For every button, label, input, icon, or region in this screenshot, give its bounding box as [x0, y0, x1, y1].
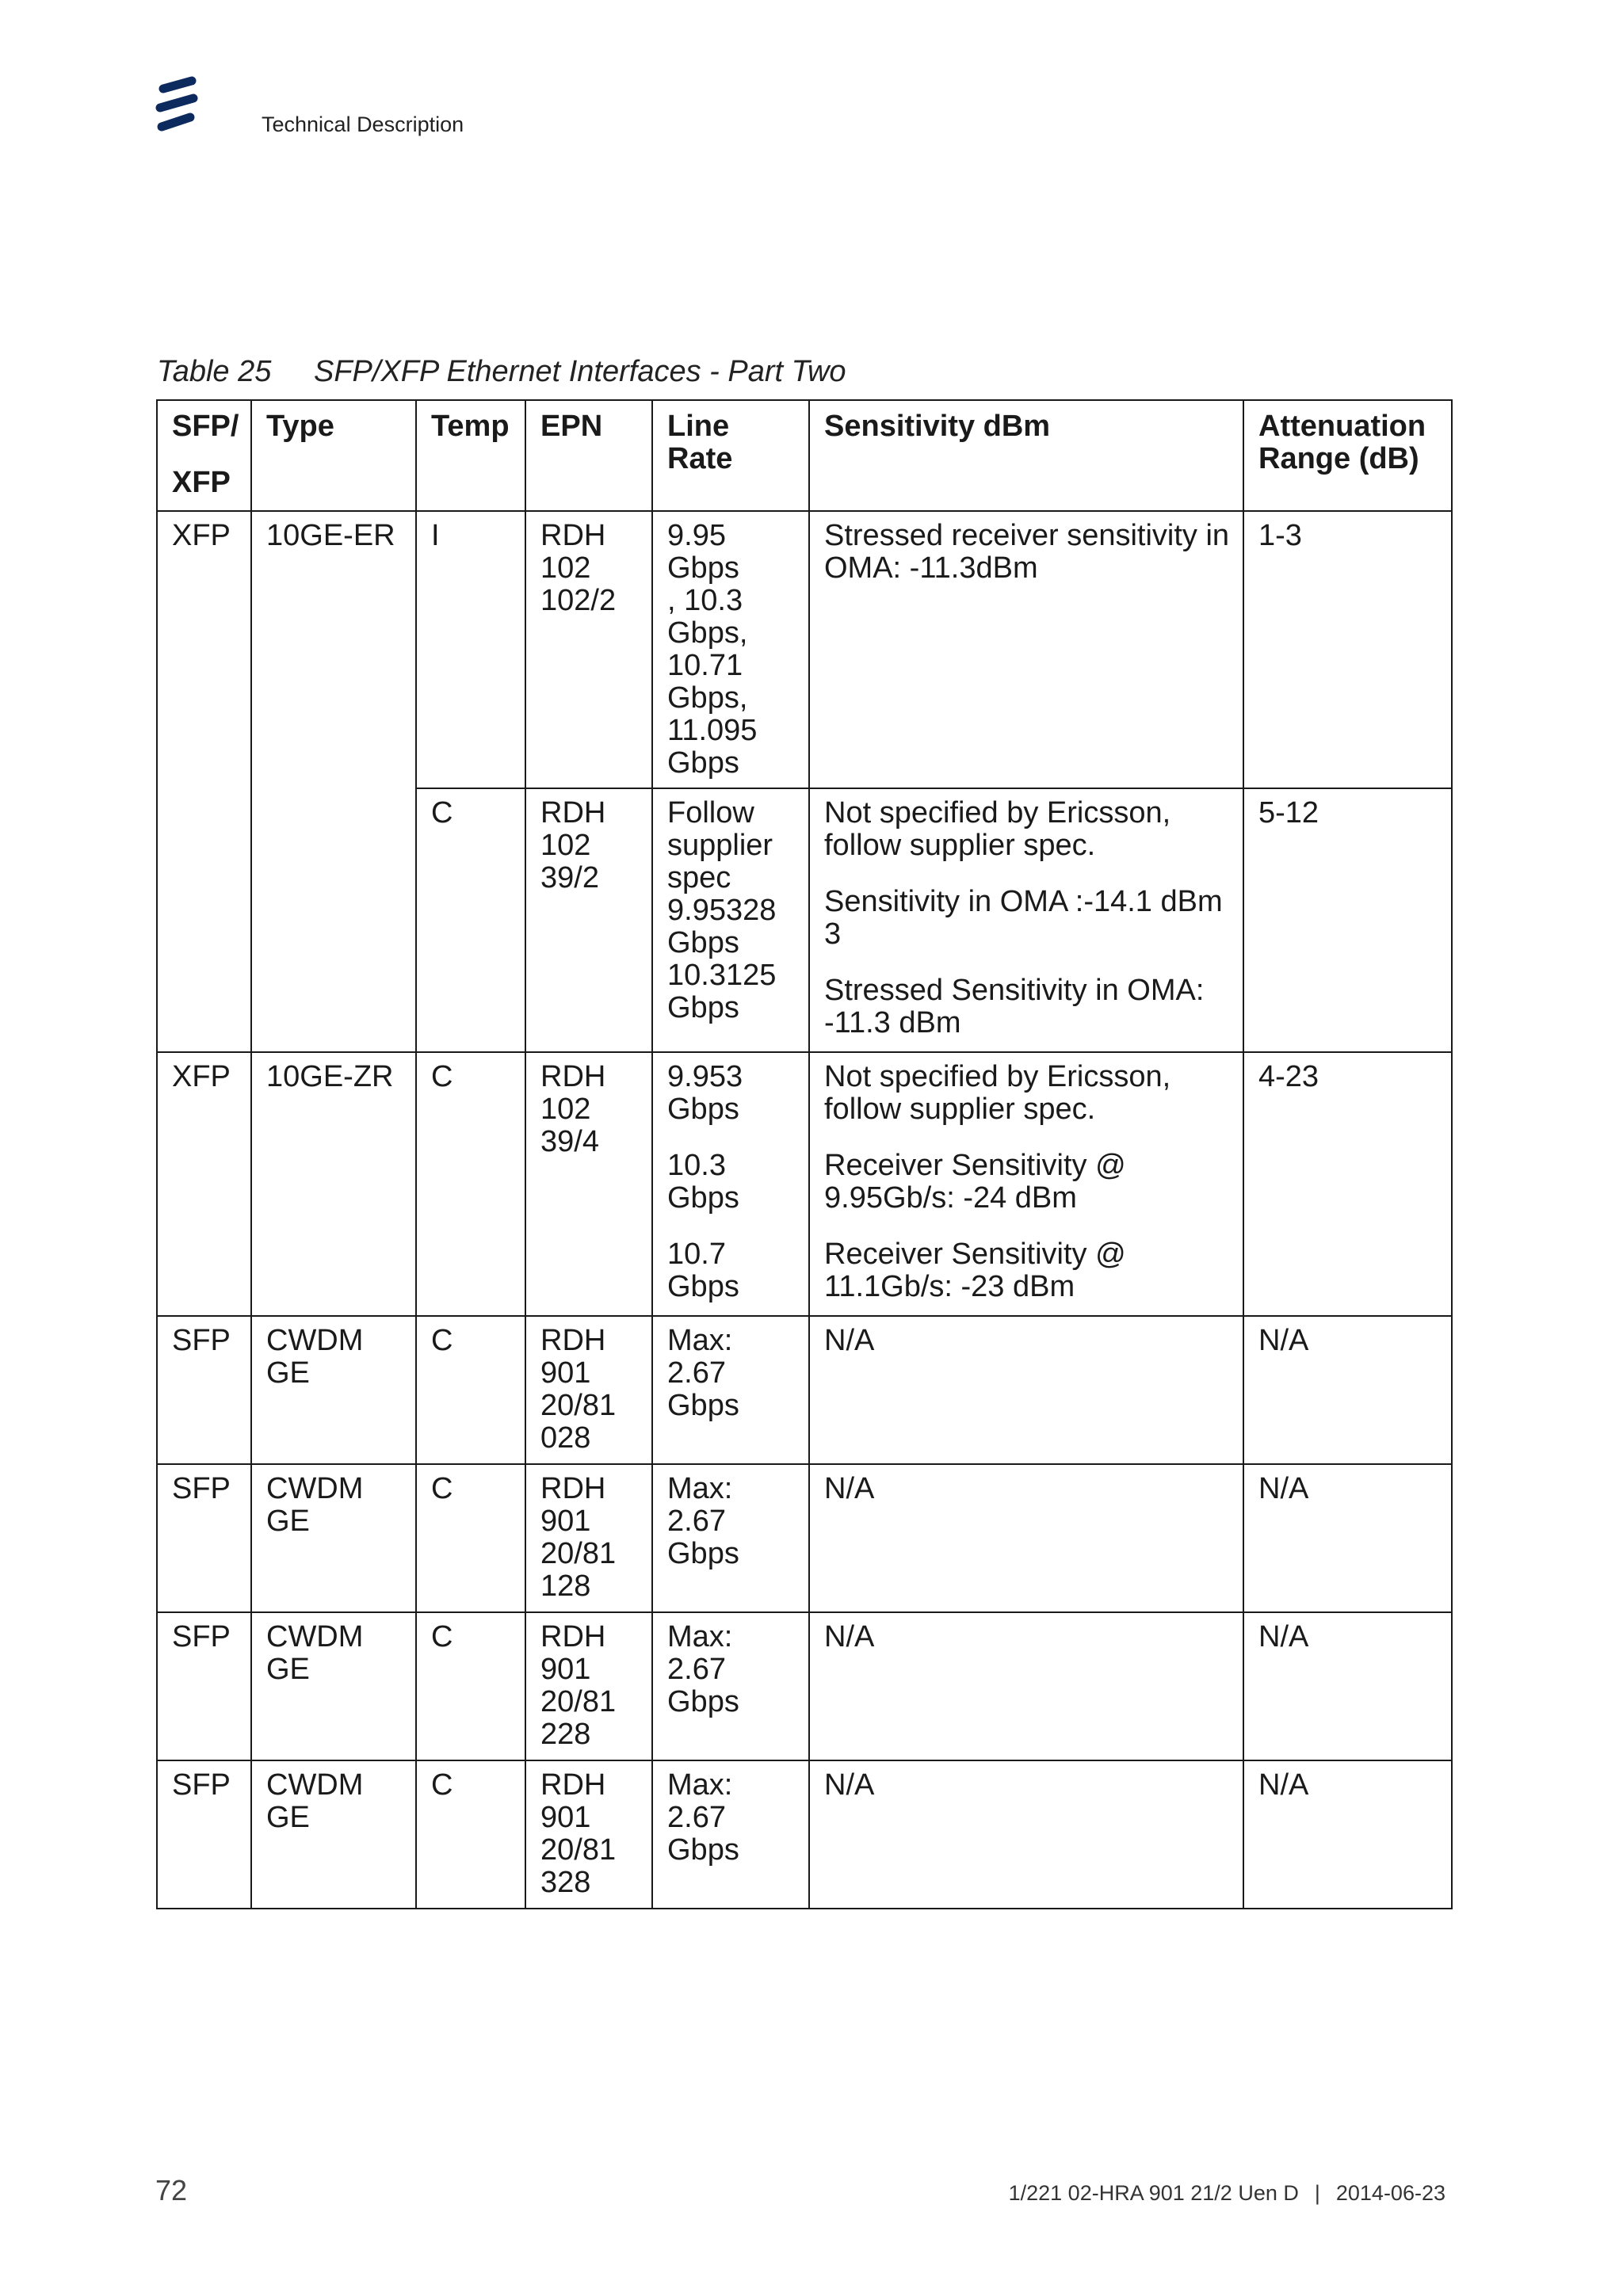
cell-line: spec: [667, 861, 731, 894]
cell-line: Sensitivity in OMA :-14.1 dBm: [824, 885, 1223, 918]
cell-line: Gbps,: [667, 681, 748, 715]
ericsson-logo-icon: [152, 76, 201, 135]
cell-line: Gbps: [667, 1685, 739, 1718]
cell-line: Stressed Sensitivity in OMA:: [824, 974, 1205, 1007]
cell-line: 39/2: [540, 861, 599, 894]
cell-line: CWDM: [266, 1324, 364, 1357]
cell-type: [251, 1612, 416, 1760]
cell-line-rate: [652, 788, 809, 1052]
cell-line: Not specified by Ericsson,: [824, 796, 1171, 830]
cell-epn: [525, 1052, 652, 1316]
table-row: [157, 511, 1452, 788]
table-row: [157, 1316, 1452, 1464]
cell-line: 128: [540, 1569, 591, 1603]
cell-sfp: SFP: [157, 1316, 251, 1464]
header-sfp-xfp-line: SFP/: [172, 410, 239, 443]
cell-sfp: XFP: [157, 1052, 251, 1316]
table-row: [157, 1464, 1452, 1612]
cell-line: GE: [266, 1356, 310, 1390]
cell-line: 9.953: [667, 1060, 743, 1093]
cell-line: RDH: [540, 1620, 606, 1653]
cell-paragraph: [667, 1061, 796, 1126]
cell-line: 028: [540, 1421, 591, 1455]
cell-line: Not specified by Ericsson,: [824, 1060, 1171, 1093]
cell-paragraph: [824, 1150, 1230, 1215]
cell-line-rate: [652, 1464, 809, 1612]
cell-sfp: SFP: [157, 1612, 251, 1760]
cell-sfp: XFP: [157, 511, 251, 1052]
cell-line: Gbps: [667, 1181, 739, 1215]
table-caption-title: SFP/XFP Ethernet Interfaces - Part Two: [314, 355, 846, 388]
table-row: [157, 1052, 1452, 1316]
cell-temp: C: [416, 1612, 525, 1760]
cell-line: CWDM: [266, 1472, 364, 1505]
cell-line: GE: [266, 1653, 310, 1686]
cell-sensitivity: [809, 1052, 1243, 1316]
cell-line: 10.71: [667, 649, 743, 682]
cell-line: 901: [540, 1653, 591, 1686]
cell-line: 20/81: [540, 1685, 617, 1718]
cell-line: 11.1Gb/s: -23 dBm: [824, 1270, 1075, 1303]
cell-sensitivity: N/A: [809, 1760, 1243, 1909]
cell-line: Gbps: [667, 1833, 739, 1867]
cell-line: 20/81: [540, 1833, 617, 1867]
cell-line: 901: [540, 1356, 591, 1390]
cell-type: 10GE-ZR: [251, 1052, 416, 1316]
cell-line: RDH: [540, 796, 606, 830]
table-caption-number: Table 25: [157, 355, 272, 388]
cell-line: CWDM: [266, 1768, 364, 1802]
cell-line: 9.95: [667, 519, 726, 552]
cell-line: GE: [266, 1505, 310, 1538]
cell-line-rate: [652, 511, 809, 788]
footer-doc-ref: [1009, 2181, 1445, 2206]
cell-attenuation: 4-23: [1243, 1052, 1452, 1316]
header-line-rate-line: Line: [667, 410, 730, 443]
cell-line: 10.3: [667, 1149, 726, 1182]
cell-temp: C: [416, 1760, 525, 1909]
cell-attenuation: 5-12: [1243, 788, 1452, 1052]
cell-epn: [525, 788, 652, 1052]
footer-doc-id: 1/221 02-HRA 901 21/2 Uen D: [1008, 2181, 1299, 2205]
cell-line: , 10.3: [667, 584, 743, 617]
cell-line: 2.67: [667, 1356, 726, 1390]
cell-line: CWDM: [266, 1620, 364, 1653]
cell-type: [251, 1464, 416, 1612]
cell-attenuation: 1-3: [1243, 511, 1452, 788]
cell-sfp: SFP: [157, 1464, 251, 1612]
cell-line: RDH: [540, 1472, 606, 1505]
cell-line: 102: [540, 1093, 591, 1126]
cell-line: Gbps: [667, 1389, 739, 1422]
cell-sensitivity: N/A: [809, 1612, 1243, 1760]
cell-temp: C: [416, 1464, 525, 1612]
header-sensitivity: Sensitivity dBm: [809, 400, 1243, 511]
cell-line: 11.095: [667, 714, 758, 747]
header-attenuation-line: Attenuation: [1258, 410, 1426, 443]
cell-line: 2.67: [667, 1505, 726, 1538]
cell-line: OMA: -11.3dBm: [824, 551, 1038, 585]
cell-line: 2.67: [667, 1801, 726, 1834]
cell-line: 10.3125: [667, 959, 777, 992]
cell-line: Gbps: [667, 551, 739, 585]
cell-line: Max:: [667, 1768, 733, 1802]
header-temp: Temp: [416, 400, 525, 511]
cell-line: Gbps: [667, 1093, 739, 1126]
cell-epn: [525, 511, 652, 788]
cell-sensitivity: [809, 511, 1243, 788]
cell-line: RDH: [540, 1768, 606, 1802]
cell-line: Receiver Sensitivity @: [824, 1238, 1126, 1271]
table-caption: [157, 355, 846, 389]
cell-paragraph: [667, 1150, 796, 1215]
header-attenuation-line: Range (dB): [1258, 442, 1419, 475]
cell-line: follow supplier spec.: [824, 1093, 1096, 1126]
cell-temp: C: [416, 788, 525, 1052]
cell-paragraph: [824, 974, 1230, 1039]
cell-sensitivity: N/A: [809, 1316, 1243, 1464]
cell-line: 9.95328: [667, 894, 777, 927]
cell-attenuation: N/A: [1243, 1316, 1452, 1464]
cell-epn: [525, 1464, 652, 1612]
footer-date: 2014-06-23: [1335, 2181, 1445, 2205]
cell-paragraph: [667, 1238, 796, 1303]
cell-line: 10.7: [667, 1238, 726, 1271]
cell-paragraph: [824, 1238, 1230, 1303]
cell-type: [251, 1760, 416, 1909]
table-row: [157, 1612, 1452, 1760]
cell-line: follow supplier spec.: [824, 829, 1096, 862]
cell-line: RDH: [540, 1060, 606, 1093]
cell-attenuation: N/A: [1243, 1464, 1452, 1612]
cell-line: 3: [824, 917, 842, 951]
cell-line: Max:: [667, 1620, 733, 1653]
cell-line: 102: [540, 551, 591, 585]
cell-paragraph: [824, 797, 1230, 862]
cell-line: 20/81: [540, 1389, 617, 1422]
cell-temp: C: [416, 1316, 525, 1464]
cell-paragraph: [824, 1061, 1230, 1126]
cell-attenuation: N/A: [1243, 1760, 1452, 1909]
header-type: Type: [251, 400, 416, 511]
cell-line: Gbps: [667, 1270, 739, 1303]
cell-line-rate: [652, 1612, 809, 1760]
cell-paragraph: [824, 886, 1230, 951]
cell-line: Max:: [667, 1324, 733, 1357]
cell-line: -11.3 dBm: [824, 1006, 961, 1039]
cell-line-rate: [652, 1052, 809, 1316]
cell-line: supplier: [667, 829, 773, 862]
cell-line: GE: [266, 1801, 310, 1834]
cell-line: 39/4: [540, 1125, 599, 1158]
page-number: 72: [155, 2174, 188, 2206]
cell-line: 2.67: [667, 1653, 726, 1686]
cell-line: Stressed receiver sensitivity in: [824, 519, 1230, 552]
table-row: [157, 1760, 1452, 1909]
cell-line-rate: [652, 1316, 809, 1464]
cell-line: RDH: [540, 1324, 606, 1357]
header-title: Technical Description: [262, 113, 464, 136]
cell-sensitivity: [809, 788, 1243, 1052]
header-sfp-xfp: [157, 400, 251, 511]
cell-line: Gbps: [667, 746, 739, 780]
header-line-rate-line: Rate: [667, 442, 733, 475]
cell-epn: [525, 1316, 652, 1464]
header-attenuation: [1243, 400, 1452, 511]
header-line-rate: [652, 400, 809, 511]
cell-line: 901: [540, 1801, 591, 1834]
cell-epn: [525, 1760, 652, 1909]
header-epn: EPN: [525, 400, 652, 511]
cell-sfp: SFP: [157, 1760, 251, 1909]
cell-line-rate: [652, 1760, 809, 1909]
header-sfp-xfp-line: XFP: [172, 466, 231, 499]
cell-type: 10GE-ER: [251, 511, 416, 1052]
footer-separator: |: [1314, 2181, 1320, 2205]
sfp-xfp-table: [156, 399, 1453, 1909]
cell-line: Gbps,: [667, 616, 748, 650]
cell-line: 328: [540, 1866, 591, 1899]
cell-line: Receiver Sensitivity @: [824, 1149, 1126, 1182]
cell-line: Gbps: [667, 926, 739, 959]
cell-line: Follow: [667, 796, 754, 830]
table-header-row: [157, 400, 1452, 511]
cell-line: RDH: [540, 519, 606, 552]
cell-type: [251, 1316, 416, 1464]
cell-epn: [525, 1612, 652, 1760]
cell-line: 228: [540, 1718, 591, 1751]
cell-attenuation: N/A: [1243, 1612, 1452, 1760]
cell-line: 102/2: [540, 584, 617, 617]
cell-line: Gbps: [667, 1537, 739, 1570]
cell-line: 901: [540, 1505, 591, 1538]
cell-line: 20/81: [540, 1537, 617, 1570]
cell-line: 102: [540, 829, 591, 862]
cell-line: Max:: [667, 1472, 733, 1505]
cell-temp: I: [416, 511, 525, 788]
cell-line: Gbps: [667, 991, 739, 1024]
cell-line: 9.95Gb/s: -24 dBm: [824, 1181, 1077, 1215]
cell-sensitivity: N/A: [809, 1464, 1243, 1612]
cell-temp: C: [416, 1052, 525, 1316]
